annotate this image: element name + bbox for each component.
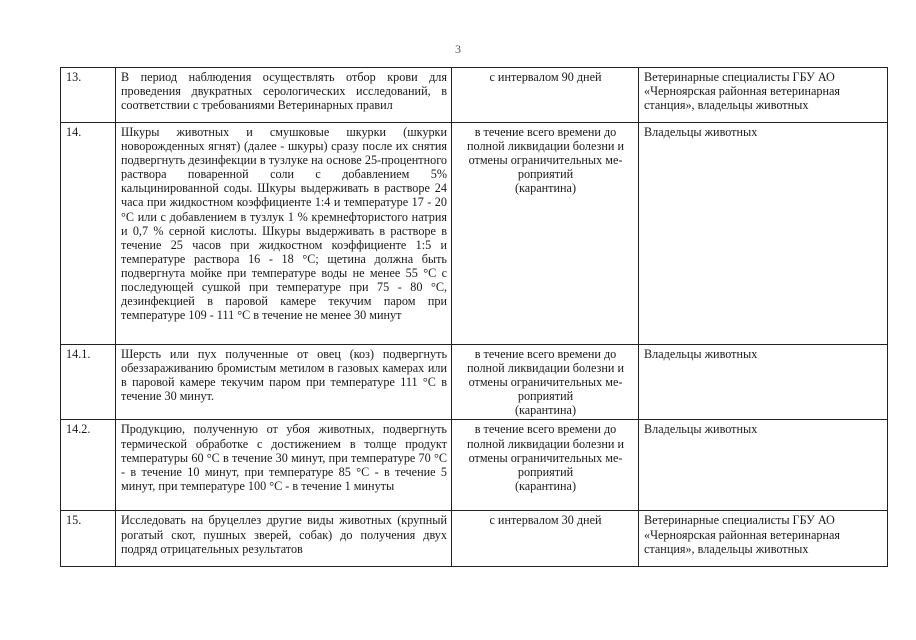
- row-number: 14.1.: [61, 345, 116, 420]
- responsible-text: Владельцы животных: [639, 420, 888, 511]
- period-text: в течение всего времени до полной ликвидации болезни и отмены ограничительных ме- роприятий (карантина): [467, 422, 624, 493]
- period-text: в течение всего времени до полной ликвидации болезни и отмены ограничительных ме- роприятий (карантина): [467, 125, 624, 196]
- table-row: [61, 68, 888, 123]
- row-number: 14.: [61, 123, 116, 345]
- measure-text: Шерсть или пух полученные от овец (коз) подвергнуть обеззараживанию бромистым метилом в газовых камерах или в паровой камере текучим паром при температуре 111 °С в течение 30 минут.: [116, 345, 452, 420]
- period-text: в течение всего времени до полной ликвидации болезни и отмены ограничительных ме- роприятий (карантина): [467, 347, 624, 418]
- measure-text: В период наблюдения осуществлять отбор крови для проведения двукратных серологических исследований, в соответствии с требованиями Ветеринарных правил: [116, 68, 452, 123]
- responsible-text: Владельцы животных: [639, 123, 888, 345]
- table-row: [61, 345, 888, 420]
- measure-text: Исследовать на бруцеллез другие виды животных (крупный рогатый скот, пушных зверей, собак) до получения двух подряд отрицательных результатов: [116, 511, 452, 567]
- table-row: [61, 511, 888, 567]
- page-number: 3: [455, 42, 461, 56]
- table-row: [61, 420, 888, 511]
- responsible-text: Ветеринарные специалисты ГБУ АО «Черноярская районная ветеринарная станция», владельцы животных: [639, 511, 888, 567]
- measure-text: Шкуры животных и смушковые шкурки (шкурки новорожденных ягнят) (далее - шкуры) сразу после их снятия подвергнуть дезинфекции в тузлуке на основе 25-процентного раствора поваренной соли с добавлением 5% кальцинированной соды. Шкуры выдерживать в растворе 24 часа при жидкостном коэффициенте 1:4 и температуре 17 - 20 °С или с добавлением в тузлук 1 % кремнефтористого натрия и 0,7 % серной кислоты. Шкуры выдерживать в растворе в течение 25 часов при жидкостном коэффициенте 1:5 и температуре раствора 16 - 18 °С; щетина должна быть подвергнута мойке при температуре воды не менее 55 °С с последующей сушкой при температуре при 75 - 80 °С, дезинфекцией в паровой камере текучим паром при температуре 109 - 111 °С в течение не менее 30 минут: [116, 123, 452, 345]
- period-text: с интервалом 30 дней: [452, 511, 639, 567]
- responsible-text: Владельцы животных: [639, 345, 888, 420]
- row-number: 13.: [61, 68, 116, 123]
- row-number: 14.2.: [61, 420, 116, 511]
- measure-text: Продукцию, полученную от убоя животных, подвергнуть термической обработке с достижением в толще продукт температуры 60 °С в течение 30 минут, при температуре 70 °С - в течение 10 минут, при температуре 85 °С - в течение 5 минут, при температуре 100 °С - в течение 1 минуты: [116, 420, 452, 511]
- period-text: с интервалом 90 дней: [452, 68, 639, 123]
- measures-table: [60, 67, 888, 567]
- row-number: 15.: [61, 511, 116, 567]
- responsible-text: Ветеринарные специалисты ГБУ АО «Черноярская районная ветеринарная станция», владельцы животных: [639, 68, 888, 123]
- table-row: [61, 123, 888, 345]
